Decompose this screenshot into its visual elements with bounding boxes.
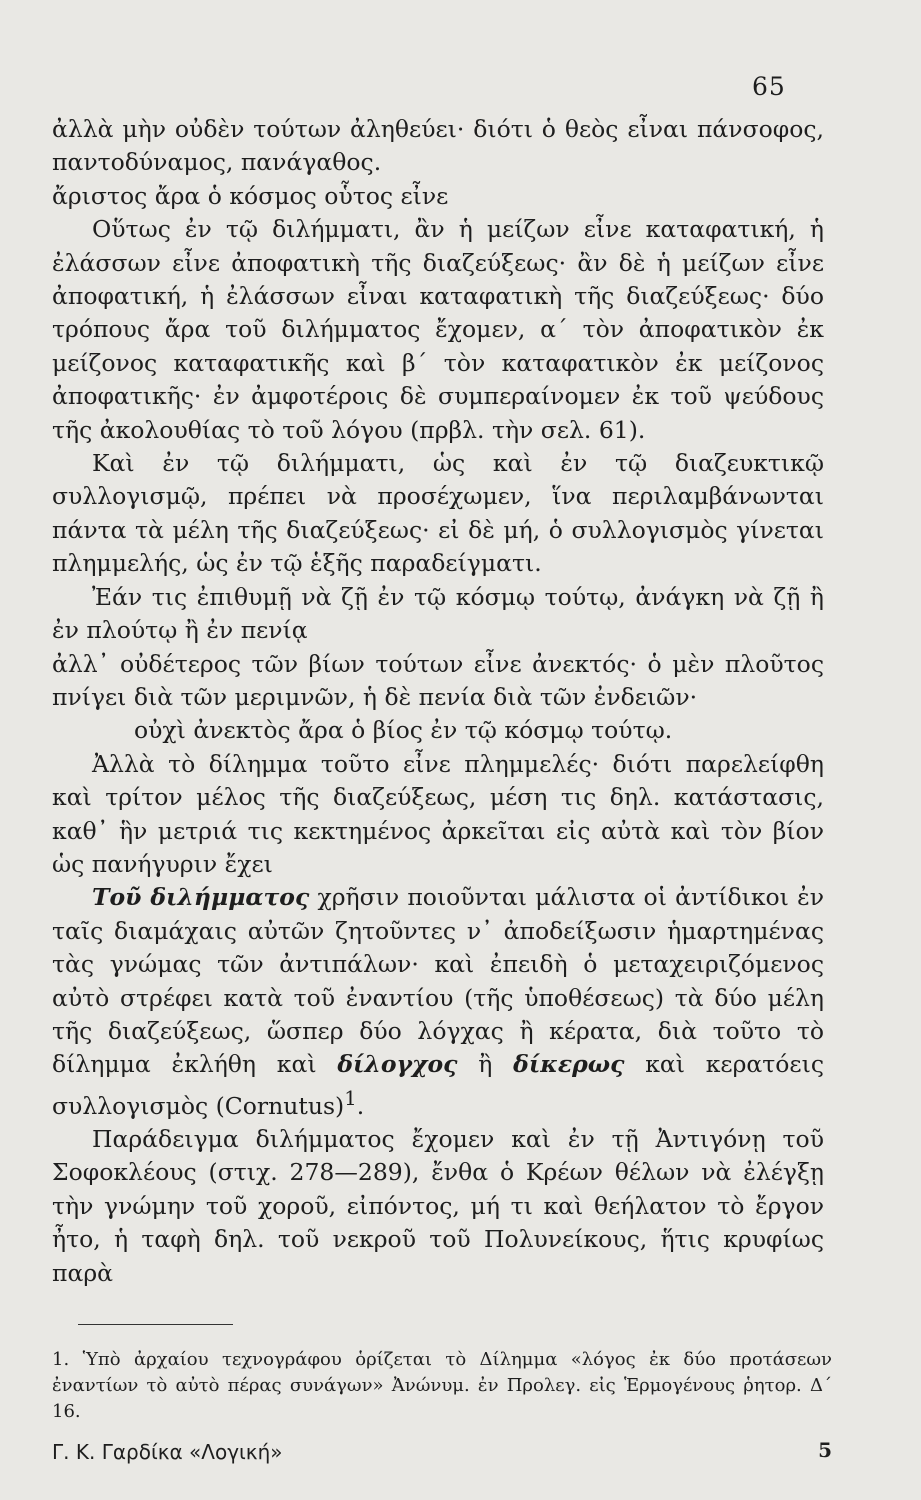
term-dilemma: Τοῦ διλήμματος bbox=[92, 883, 310, 912]
paragraph-8: Ἀλλὰ τὸ δίλημμα τοῦτο εἶνε πλημμελές· διότι παρελείφθη καὶ τρίτον μέλος τῆς διαζεύξεως, μέση τις δηλ. κατάστασις, καθ᾿ ἣν μετριά τις κεκτημένος ἀρκεῖται εἰς αὐτὰ καὶ τὸν βίον ὡς πανήγυριν ἔχει bbox=[52, 749, 824, 878]
signature-mark: 5 bbox=[818, 1438, 832, 1462]
footnote-ref: 1 bbox=[344, 1086, 357, 1110]
paragraph-5: Ἐάν τις ἐπιθυμῇ νὰ ζῇ ἐν τῷ κόσμῳ τούτῳ, ἀνάγκη νὰ ζῇ ἢ ἐν πλούτῳ ἢ ἐν πενίᾳ bbox=[52, 582, 824, 645]
paragraph-2: ἄριστος ἄρα ὁ κόσμος οὗτος εἶνε bbox=[52, 181, 449, 210]
footnote-divider bbox=[78, 1324, 233, 1325]
paragraph-10: Παράδειγμα διλήμματος ἔχομεν καὶ ἐν τῇ Ἀντιγόνῃ τοῦ Σοφοκλέους (στιχ. 278—289), ἔνθα ὁ Κρέων θέλων νὰ ἐλέγξῃ τὴν γνώμην τοῦ χοροῦ, εἰπόντος, μή τι καὶ θεήλατον τὸ ἔργον ἦτο, ἡ ταφὴ δηλ. τοῦ νεκροῦ τοῦ Πολυνείκους, ἥτις κρυφίως παρὰ bbox=[52, 1125, 824, 1287]
paragraph-9-end: . bbox=[356, 1091, 365, 1120]
paragraph-9-text-2: ἢ bbox=[478, 1050, 493, 1079]
paragraph-7: οὐχὶ ἀνεκτὸς ἄρα ὁ βίος ἐν τῷ κόσμῳ τούτῳ. bbox=[134, 716, 673, 745]
term-dilonchos: δίλογχος bbox=[337, 1050, 458, 1079]
paragraph-9 bbox=[52, 881, 824, 1123]
book-signature: Γ. Κ. Γαρδίκα «Λογική» bbox=[52, 1440, 283, 1464]
paragraph-1: ἀλλὰ μὴν οὐδὲν τούτων ἀληθεύει· διότι ὁ θεὸς εἶναι πάνσοφος, παντοδύναμος, πανάγαθος. bbox=[52, 115, 824, 177]
term-dikeros: δίκερως bbox=[513, 1050, 625, 1079]
page-footer bbox=[52, 1440, 832, 1470]
page-number: 65 bbox=[752, 72, 786, 101]
main-text bbox=[52, 113, 824, 1290]
paragraph-3: Οὕτως ἐν τῷ διλήμματι, ἂν ἡ μείζων εἶνε καταφατική, ἡ ἐλάσσων εἶνε ἀποφατικὴ τῆς διαζεύξεως· ἂν δὲ ἡ μείζων εἶνε ἀποφατική, ἡ ἐλάσσων εἶναι καταφατικὴ τῆς διαζεύξεως· δύο τρόπους ἄρα τοῦ διλήμματος ἔχομεν, α΄ τὸν ἀποφατικὸν ἐκ μείζονος καταφατικῆς καὶ β΄ τὸν καταφατικὸν ἐκ μείζονος ἀποφατικῆς· ἐν ἀμφοτέροις δὲ συμπεραίνομεν ἐκ τοῦ ψεύδους τῆς ἀκολουθίας τὸ τοῦ λόγου (πρβλ. τὴν σελ. 61). bbox=[52, 215, 824, 444]
paragraph-9-text-3: καὶ κερατόεις συλλογισμὸς (Cornutus) bbox=[52, 1050, 824, 1120]
paragraph-9-text-1: χρῆσιν ποιοῦνται μάλιστα οἱ ἀντίδικοι ἐν ταῖς διαμάχαις αὐτῶν ζητοῦντες ν᾿ ἀποδείξωσιν ἡμαρτημένας τὰς γνώμας τῶν ἀντιπάλων· καὶ ἐπειδὴ ὁ μεταχειριζόμενος αὐτὸ στρέφει κατὰ τοῦ ἐναντίου (τῆς ὑποθέσεως) τὰ δύο μέλη τῆς διαζεύξεως, ὥσπερ δύο λόγχας ἢ κέρατα, διὰ τοῦτο τὸ δίλημμα ἐκλήθη καὶ bbox=[52, 883, 824, 1079]
paragraph-6: ἀλλ᾿ οὐδέτερος τῶν βίων τούτων εἶνε ἀνεκτός· ὁ μὲν πλοῦτος πνίγει διὰ τῶν μεριμνῶν, ἡ δὲ πενία διὰ τῶν ἐνδειῶν· bbox=[52, 649, 824, 711]
footnote: 1. Ὑπὸ ἀρχαίου τεχνογράφου ὁρίζεται τὸ Δίλημμα «λόγος ἐκ δύο προτάσεων ἐναντίων τὸ αὐτὸ πέρας συνάγων» Ἀνώνυμ. ἐν Προλεγ. εἰς Ἑρμογένους ῥητορ. Δ΄ 16. bbox=[52, 1349, 832, 1422]
paragraph-4: Καὶ ἐν τῷ διλήμματι, ὡς καὶ ἐν τῷ διαζευκτικῷ συλλογισμῷ, πρέπει νὰ προσέχωμεν, ἵνα περιλαμβάνωνται πάντα τὰ μέλη τῆς διαζεύξεως· εἰ δὲ μή, ὁ συλλογισμὸς γίνεται πλημμελής, ὡς ἐν τῷ ἑξῆς παραδείγματι. bbox=[52, 449, 824, 578]
